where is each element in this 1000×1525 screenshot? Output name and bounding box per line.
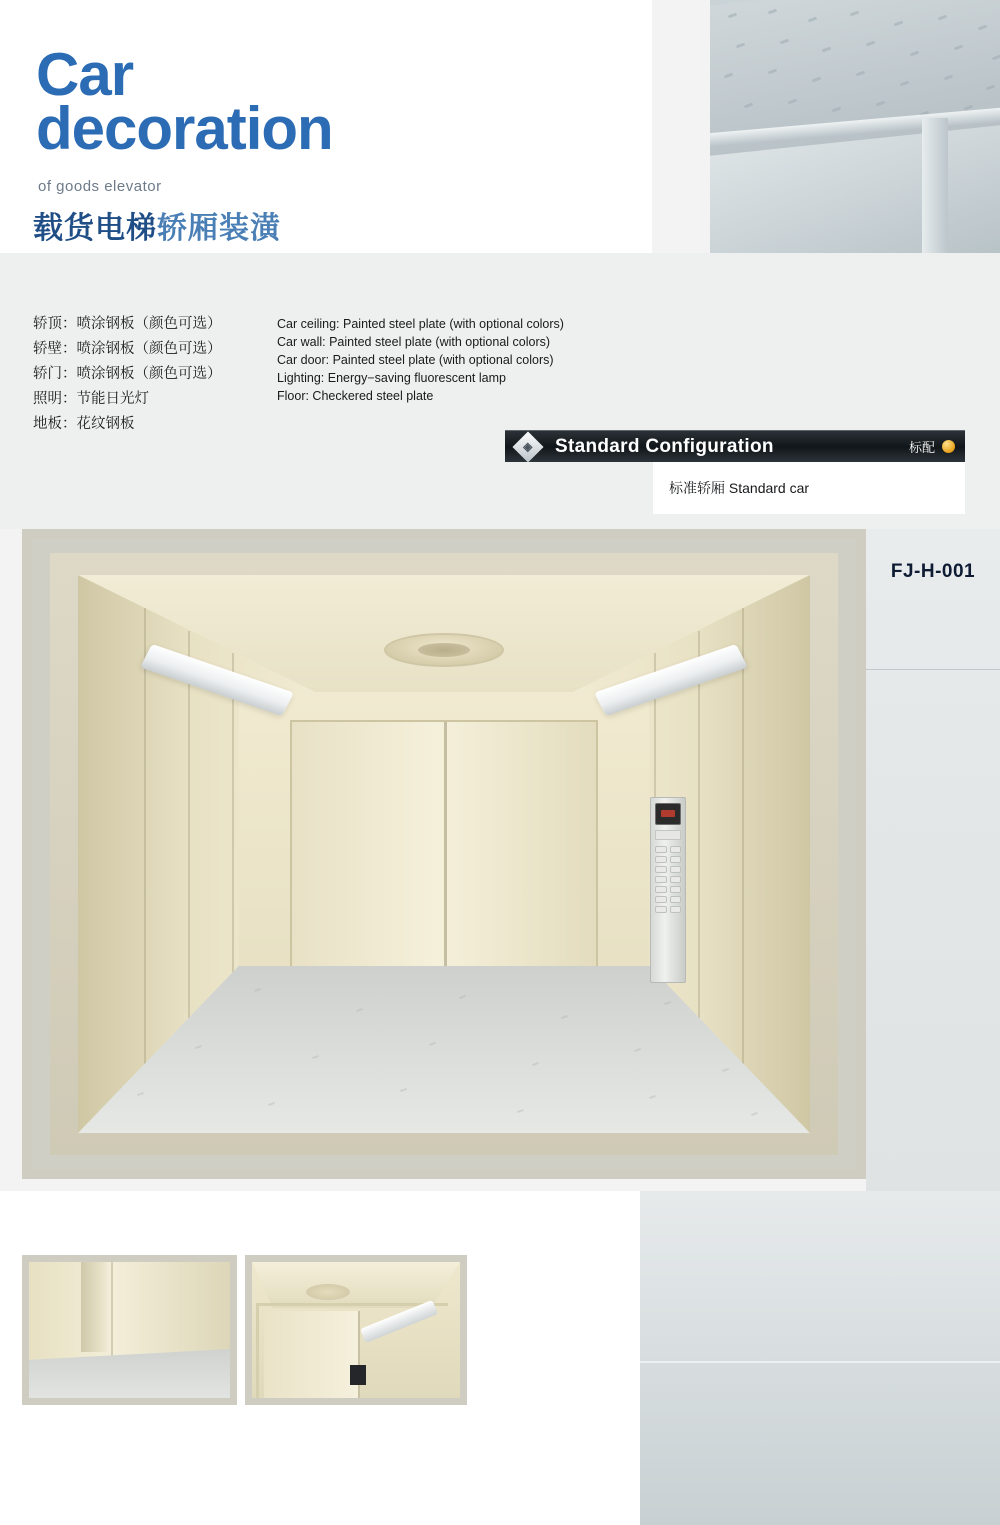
floor-button[interactable] — [670, 876, 682, 883]
thumb1-column — [81, 1262, 107, 1352]
thumbnail-floor-detail — [22, 1255, 237, 1405]
standard-configuration-cn-label: 标配 — [908, 440, 935, 455]
spec-cn-item: 地板：花纹钢板 — [33, 416, 135, 432]
ceiling-structure-photo — [710, 0, 1000, 253]
thumb2-dark-detail — [350, 1365, 366, 1385]
amber-dot-icon — [942, 440, 955, 453]
page-title-line2: decoration — [36, 95, 333, 162]
floor-button[interactable] — [655, 896, 667, 903]
page-subtitle-cn-bold: 载货电梯 — [33, 212, 157, 245]
spec-cn-item: 照明：节能日光灯 — [33, 391, 149, 407]
spec-en-item: Lighting: Energy−saving fluorescent lamp — [277, 371, 506, 385]
thumbnail-ceiling-lamp-detail — [245, 1255, 467, 1405]
spec-cn-item: 轿门：喷涂钢板（颜色可选） — [33, 366, 222, 382]
floor-button[interactable] — [655, 856, 667, 863]
main-photo-inner — [32, 539, 856, 1169]
page-title — [36, 41, 333, 162]
page-subtitle-cn-light: 轿厢装潢 — [157, 212, 281, 245]
page-subtitle-cn — [33, 203, 281, 247]
diamond-arrows-icon — [512, 431, 543, 462]
car-frame — [50, 553, 838, 1155]
spec-cn-item: 轿壁：喷涂钢板（颜色可选） — [33, 341, 222, 357]
panel-label-strip — [655, 830, 681, 840]
standard-configuration-cn — [909, 437, 955, 456]
ceiling-column — [922, 118, 948, 253]
floor-button[interactable] — [670, 856, 682, 863]
floor-button[interactable] — [670, 846, 682, 853]
floor-display-screen — [655, 803, 681, 825]
floor-button[interactable] — [670, 906, 682, 913]
spec-en-item: Car wall: Painted steel plate (with optional colors) — [277, 335, 551, 349]
diamond-arrows-glyph: ◈ — [523, 439, 533, 454]
spec-en-item: Floor: Checkered steel plate — [277, 389, 434, 403]
ceiling-vent — [384, 633, 504, 667]
floor-button[interactable] — [655, 906, 667, 913]
floor-button[interactable] — [655, 846, 667, 853]
page-title-line1: Car — [36, 41, 134, 108]
floor-button-grid — [655, 846, 681, 913]
spec-en-item: Car ceiling: Painted steel plate (with optional colors) — [277, 317, 564, 331]
product-code: FJ-H-001 — [890, 561, 976, 582]
right-column-background — [866, 529, 1000, 1191]
background-divider — [640, 1361, 1000, 1363]
thumb2-ceiling-vent — [306, 1284, 350, 1300]
floor-button[interactable] — [655, 886, 667, 893]
floor-button[interactable] — [670, 886, 682, 893]
standard-configuration-title: Standard Configuration — [555, 435, 774, 457]
floor-button[interactable] — [655, 876, 667, 883]
main-car-photo — [22, 529, 866, 1179]
car-interior — [78, 575, 810, 1133]
car-door-split — [444, 722, 447, 1008]
car-operating-panel — [650, 797, 686, 983]
spec-cn-item: 轿顶：喷涂钢板（颜色可选） — [33, 316, 222, 332]
floor-button[interactable] — [670, 896, 682, 903]
page-subtitle-en: of goods elevator — [38, 178, 162, 195]
floor-button[interactable] — [670, 866, 682, 873]
standard-car-caption: 标准轿厢 Standard car — [669, 480, 810, 496]
product-code-panel — [866, 529, 1000, 615]
standard-car-caption-panel — [653, 462, 965, 514]
spec-list-cn — [33, 312, 222, 437]
standard-configuration-bar — [505, 430, 965, 462]
spec-en-item: Car door: Painted steel plate (with optional colors) — [277, 353, 554, 367]
floor-button[interactable] — [655, 866, 667, 873]
product-code-divider — [866, 669, 1000, 670]
spec-list-en — [277, 315, 564, 405]
thumb2-door — [264, 1311, 360, 1398]
lower-right-background — [640, 1191, 1000, 1525]
